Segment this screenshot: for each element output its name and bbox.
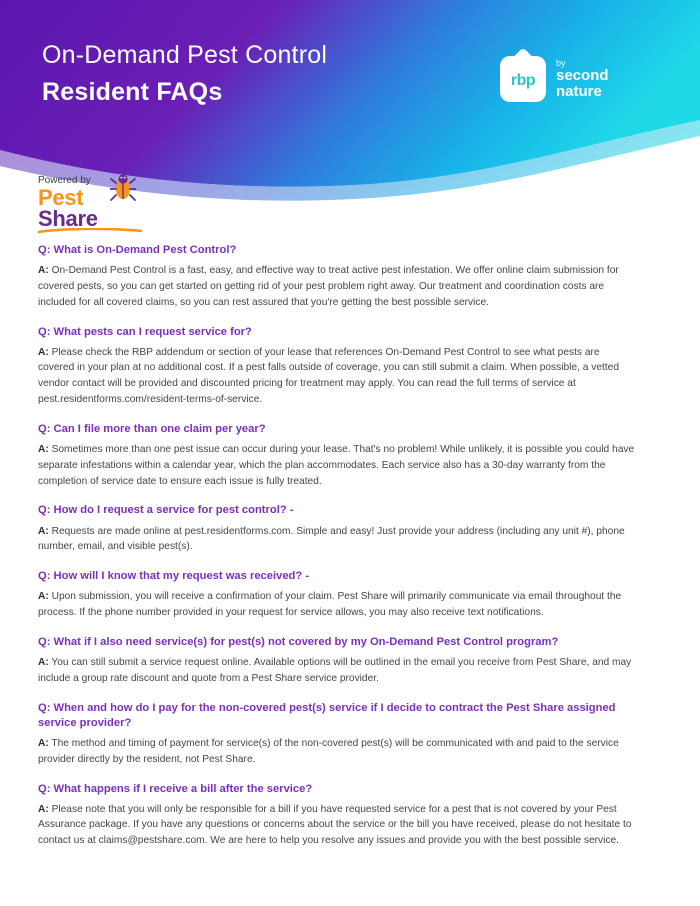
- faq-answer-text: The method and timing of payment for service(s) of the non-covered pest(s) will be communicated with and paid to the service provider directly by the resident, not Pest Share.: [38, 737, 619, 765]
- faq-answer: [38, 802, 638, 849]
- faq-answer: [38, 736, 638, 768]
- faq-question: Q: What happens if I receive a bill after the service?: [38, 782, 313, 795]
- faq-question: Q: How do I request a service for pest control? -: [38, 504, 294, 517]
- rbp-logo-text: rbp: [510, 72, 536, 89]
- faq-answer-text: Please note that you will only be responsible for a bill if you have requested service for a pest that is not covered by your Pest Assurance package. If you have any questions or concerns about the service or the bill you have received, please do not hesitate to contact us at claims@pestshare.com. We are here to help you resolve any issues and provide you with the best possible service.: [38, 803, 632, 847]
- page-title-line-2: Resident FAQs: [42, 78, 223, 107]
- pest-share-underline-swoosh: [38, 228, 142, 234]
- faq-item: [38, 701, 638, 768]
- faq-item: [38, 243, 638, 311]
- second-nature-name-line-1: second: [556, 66, 609, 84]
- faq-item: [38, 569, 638, 621]
- rbp-second-nature-logo: [500, 56, 609, 102]
- second-nature-wordmark: [556, 59, 609, 100]
- faq-answer-prefix: A:: [38, 265, 49, 277]
- faq-answer-text: Requests are made online at pest.residentforms.com. Simple and easy! Just provide your address (including any unit #), phone number, email, and visible pest(s).: [38, 525, 625, 553]
- faq-item: [38, 503, 638, 555]
- faq-answer: [38, 655, 638, 687]
- rbp-house-icon: [500, 56, 546, 102]
- faq-question: Q: When and how do I pay for the non-covered pest(s) service if I decide to contract the Pest Share assigned service provider?: [38, 701, 616, 729]
- faq-answer-text: You can still submit a service request online. Available options will be outlined in the email you receive from Pest Share, and may include a group rate discount and quote from a Pest Share service provider.: [38, 657, 632, 684]
- faq-item: [38, 422, 638, 490]
- faq-answer-text: Sometimes more than one pest issue can occur during your lease. That's no problem! While unlikely, it is possible you could have separate infestations within a calendar year, which the plan accommodates. Each service also has a 30-day warranty from the completion of service date to ensure each issue is fully treated.: [38, 444, 635, 487]
- faq-question: Q: What if I also need service(s) for pest(s) not covered by my On-Demand Pest Control program?: [38, 635, 559, 648]
- faq-answer-text: Please check the RBP addendum or section of your lease that references On-Demand Pest Control to see what pests are covered in your plan at no additional cost. If a pest falls outside of coverage, you can still submit a claim. When possible, a vetted vendor contact will be provided and discounted pricing for treatment may apply. You can read the full terms of service at pest.residentforms.com/resident-terms-of-service.: [38, 346, 620, 406]
- faq-question: Q: How will I know that my request was received? -: [38, 570, 310, 583]
- faq-answer-prefix: A:: [38, 737, 49, 749]
- faq-list: [38, 243, 638, 863]
- second-nature-by-label: by: [556, 57, 566, 68]
- faq-answer: [38, 589, 638, 621]
- faq-answer: [38, 524, 638, 556]
- powered-by-label: Powered by: [38, 175, 91, 186]
- faq-answer-text: On-Demand Pest Control is a fast, easy, and effective way to treat active pest infestation. We offer online claim submission for covered pests, so you can get started on getting rid of your pest problem right away. Our treatment and coordination costs are included for all covered claims, so you can rest assured that you're getting the best possible service.: [38, 265, 619, 308]
- faq-question: Q: What pests can I request service for?: [38, 325, 252, 338]
- faq-item: [38, 325, 638, 408]
- faq-question: Q: What is On-Demand Pest Control?: [38, 244, 237, 256]
- page-title: [42, 40, 327, 109]
- faq-question: Q: Can I file more than one claim per year?: [38, 422, 266, 435]
- bug-icon: [110, 172, 136, 202]
- faq-answer-prefix: A:: [38, 346, 49, 358]
- faq-item: [38, 782, 638, 850]
- faq-answer-prefix: A:: [38, 803, 49, 815]
- second-nature-name-line-2: nature: [556, 82, 602, 100]
- faq-answer-prefix: A:: [38, 444, 49, 456]
- faq-item: [38, 635, 638, 687]
- powered-by-block: [38, 175, 238, 231]
- page-title-line-1: On-Demand Pest Control: [42, 41, 328, 69]
- faq-answer-prefix: A:: [38, 591, 49, 603]
- faq-answer-text: Upon submission, you will receive a confirmation of your claim. Pest Share will primarily communicate via email throughout the process. If the phone number provided in your request for service allows, you may also receive text notifications.: [38, 591, 622, 619]
- pest-share-word-pest: Pest: [38, 185, 84, 210]
- faq-answer-prefix: A:: [38, 525, 49, 537]
- pest-share-logo: [38, 185, 98, 231]
- faq-answer: [38, 263, 638, 310]
- pest-share-word-share: Share: [38, 205, 98, 231]
- faq-answer: [38, 345, 638, 408]
- faq-answer-prefix: A:: [38, 657, 49, 669]
- faq-answer: [38, 442, 638, 489]
